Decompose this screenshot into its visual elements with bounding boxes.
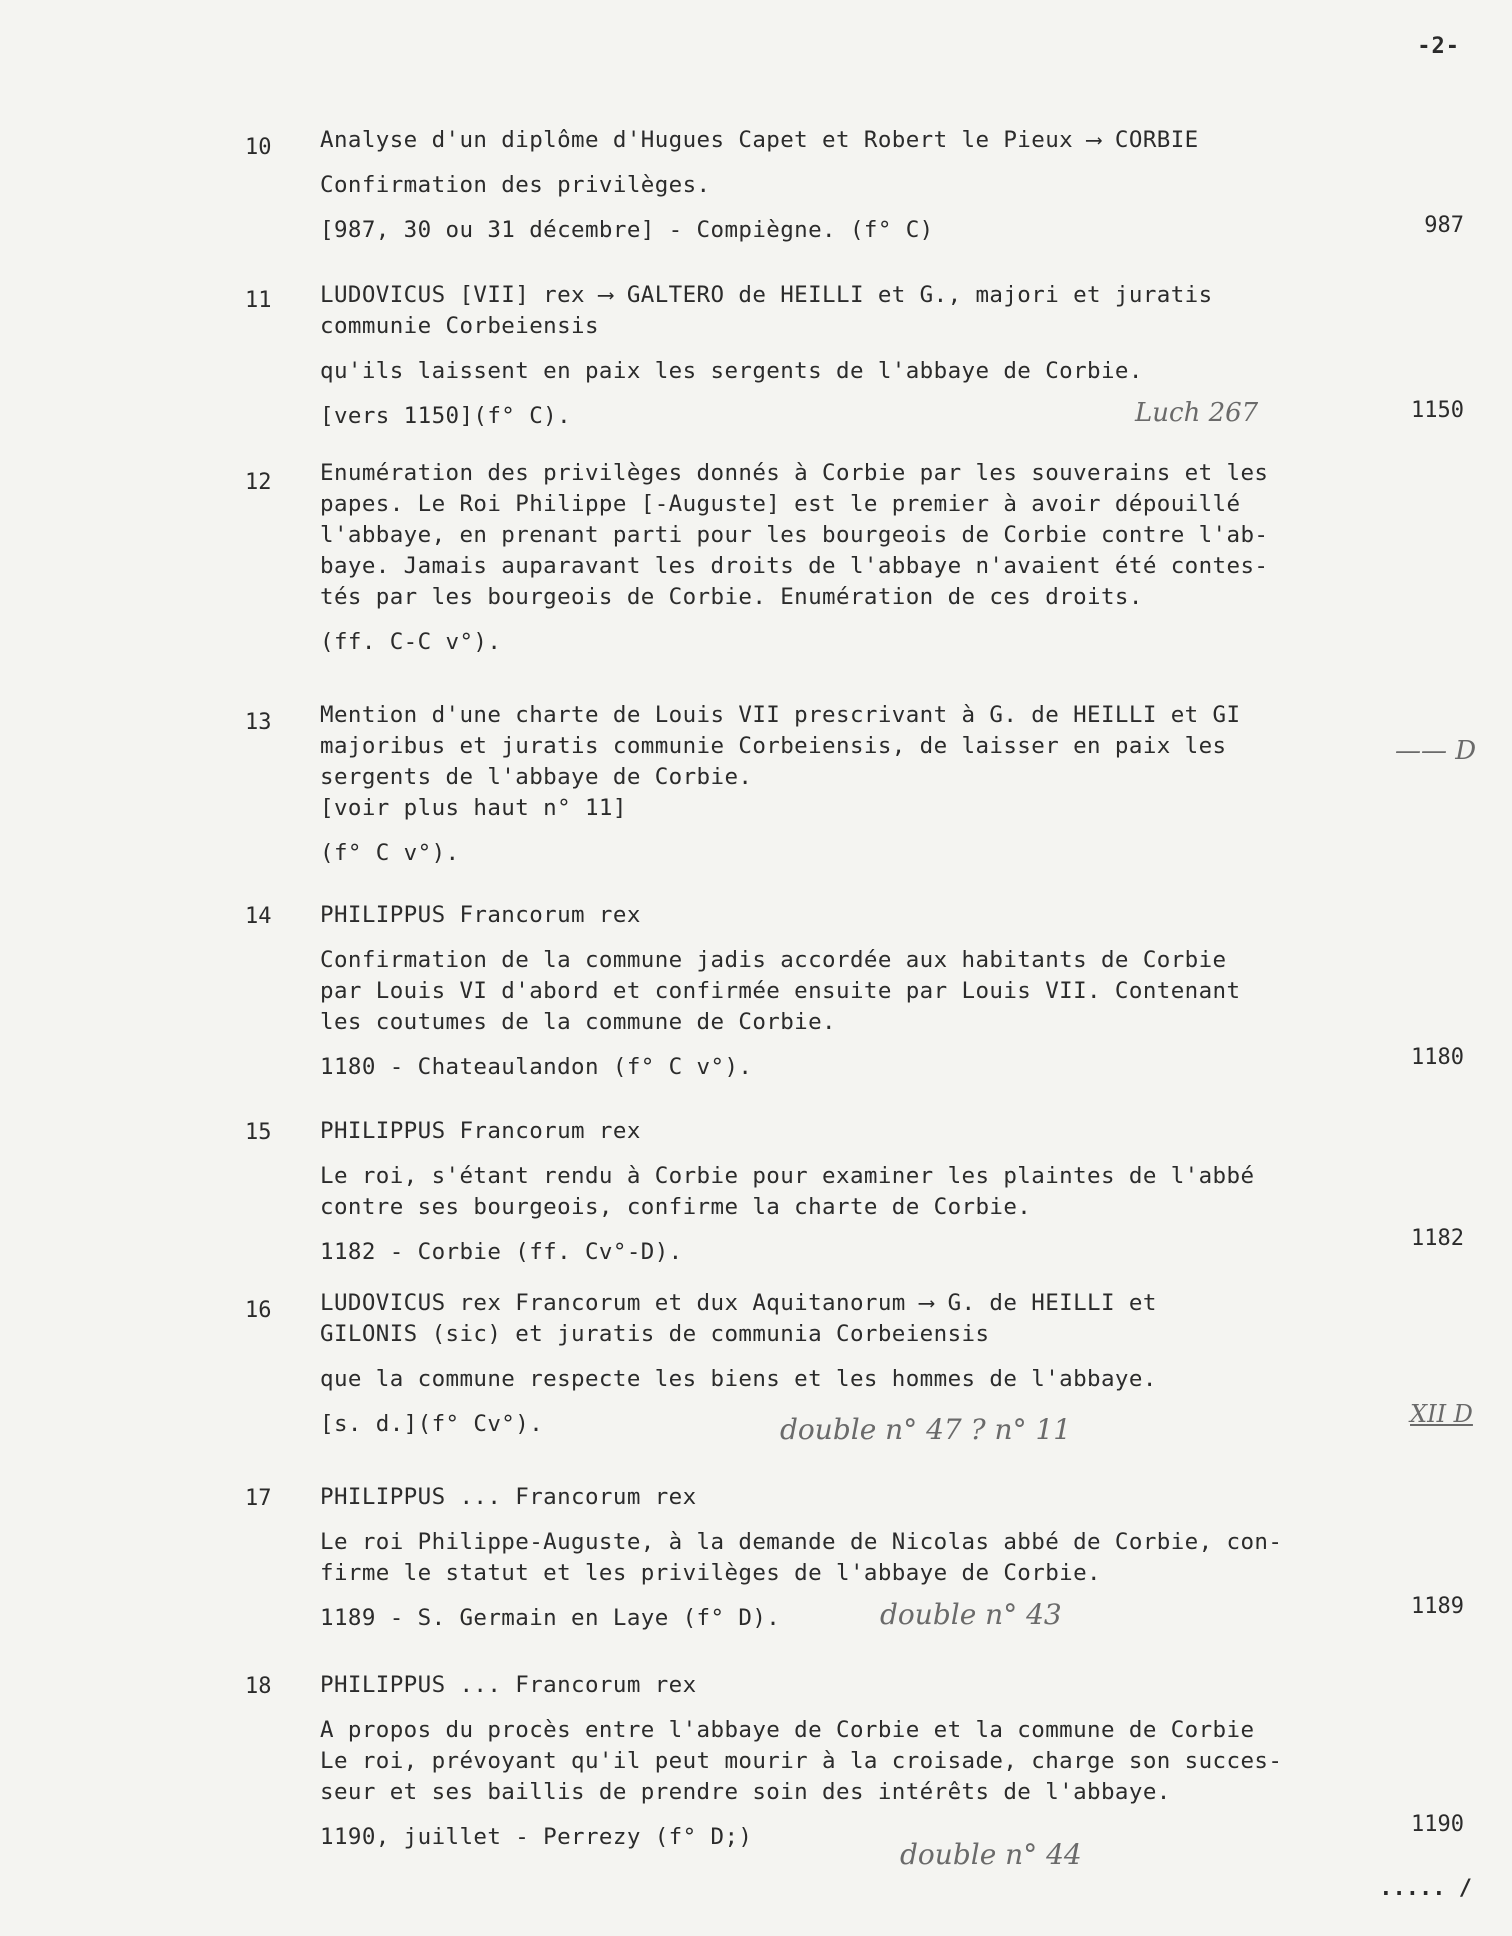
handwritten-note: double n° 43: [880, 1598, 1062, 1631]
entry-line: qu'ils laissent en paix les sergents de l'abbaye de Corbie.: [320, 358, 1143, 384]
entry-line: A propos du procès entre l'abbaye de Corbie et la commune de Corbie: [320, 1717, 1255, 1743]
entry-year: 1189: [1411, 1594, 1464, 1619]
entry-body: [320, 125, 1370, 246]
entry-line: [vers 1150](f° C).: [320, 403, 572, 429]
entry-line: PHILIPPUS Francorum rex: [320, 1118, 641, 1144]
entry-line: Le roi, s'étant rendu à Corbie pour examiner les plaintes de l'abbé: [320, 1163, 1255, 1189]
entry-line: communie Corbeiensis: [320, 313, 599, 339]
entry-year: 1182: [1411, 1226, 1464, 1251]
entry-number: 11: [245, 288, 272, 313]
entry-number: 10: [245, 135, 272, 160]
entry-line: [987, 30 ou 31 décembre] - Compiègne. (f° C): [320, 217, 934, 243]
handwritten-note: Luch 267: [1135, 398, 1259, 428]
entry-line: LUDOVICUS [VII] rex ⟶ GALTERO de HEILLI et G., majori et juratis: [320, 282, 1213, 308]
entry-line: 1190, juillet - Perrezy (f° D;): [320, 1824, 753, 1850]
handwritten-note: —— D: [1395, 736, 1477, 766]
entry-number: 12: [245, 470, 272, 495]
entry-body: [320, 900, 1370, 1083]
entry-number: 17: [245, 1486, 272, 1511]
entry-line: 1182 - Corbie (ff. Cv°-D).: [320, 1239, 683, 1265]
entry-line: 1189 - S. Germain en Laye (f° D).: [320, 1605, 781, 1631]
entry-year: 987: [1424, 213, 1464, 238]
entry-line: PHILIPPUS Francorum rex: [320, 902, 641, 928]
entry-line: [s. d.](f° Cv°).: [320, 1411, 544, 1437]
entry-line: par Louis VI d'abord et confirmée ensuite par Louis VII. Contenant: [320, 978, 1241, 1004]
entry-line: tés par les bourgeois de Corbie. Enumération de ces droits.: [320, 584, 1143, 610]
handwritten-note: double n° 47 ? n° 11: [780, 1413, 1072, 1446]
entry-body: [320, 700, 1370, 869]
handwritten-note: double n° 44: [900, 1838, 1082, 1871]
entry-line: Analyse d'un diplôme d'Hugues Capet et Robert le Pieux ⟶ CORBIE: [320, 127, 1199, 153]
entry-line: Enumération des privilèges donnés à Corbie par les souverains et les: [320, 460, 1269, 486]
entry-number: 18: [245, 1674, 272, 1699]
entry-line: PHILIPPUS ... Francorum rex: [320, 1484, 697, 1510]
handwritten-note: XII D: [1410, 1400, 1473, 1428]
entry-line: Le roi, prévoyant qu'il peut mourir à la croisade, charge son succes-: [320, 1748, 1283, 1774]
entry-line: 1180 - Chateaulandon (f° C v°).: [320, 1054, 753, 1080]
entry-body: [320, 1116, 1370, 1268]
entry-body: [320, 1670, 1370, 1853]
entry-line: [voir plus haut n° 11]: [320, 795, 627, 821]
entry-line: PHILIPPUS ... Francorum rex: [320, 1672, 697, 1698]
entry-line: GILONIS (sic) et juratis de communia Corbeiensis: [320, 1321, 990, 1347]
entry-line: l'abbaye, en prenant parti pour les bourgeois de Corbie contre l'ab-: [320, 522, 1269, 548]
entry-line: majoribus et juratis communie Corbeiensis, de laisser en paix les: [320, 733, 1227, 759]
entry-line: Mention d'une charte de Louis VII prescrivant à G. de HEILLI et GI: [320, 702, 1241, 728]
entry-line: sergents de l'abbaye de Corbie.: [320, 764, 753, 790]
entry-body: [320, 458, 1370, 658]
entry-number: 15: [245, 1120, 272, 1145]
entry-number: 16: [245, 1298, 272, 1323]
entry-year: 1150: [1411, 398, 1464, 423]
entry-line: (f° C v°).: [320, 840, 460, 866]
continuation-mark: ..... /: [1379, 1876, 1472, 1901]
entry-line: baye. Jamais auparavant les droits de l'abbaye n'avaient été contes-: [320, 553, 1269, 579]
entry-year: 1180: [1411, 1045, 1464, 1070]
entry-year: 1190: [1411, 1812, 1464, 1837]
entry-line: LUDOVICUS rex Francorum et dux Aquitanorum ⟶ G. de HEILLI et: [320, 1290, 1157, 1316]
entry-line: contre ses bourgeois, confirme la charte de Corbie.: [320, 1194, 1032, 1220]
entry-line: Confirmation de la commune jadis accordée aux habitants de Corbie: [320, 947, 1227, 973]
entry-number: 13: [245, 710, 272, 735]
entry-body: [320, 1482, 1370, 1634]
entry-line: Le roi Philippe-Auguste, à la demande de Nicolas abbé de Corbie, con-: [320, 1529, 1283, 1555]
entry-line: firme le statut et les privilèges de l'abbaye de Corbie.: [320, 1560, 1101, 1586]
entry-line: que la commune respecte les biens et les hommes de l'abbaye.: [320, 1366, 1157, 1392]
entry-number: 14: [245, 904, 272, 929]
page-number: -2-: [1417, 34, 1460, 59]
entry-line: les coutumes de la commune de Corbie.: [320, 1009, 837, 1035]
entry-line: Confirmation des privilèges.: [320, 172, 711, 198]
entry-line: papes. Le Roi Philippe [-Auguste] est le premier à avoir dépouillé: [320, 491, 1241, 517]
entry-line: seur et ses baillis de prendre soin des intérêts de l'abbaye.: [320, 1779, 1171, 1805]
entry-line: (ff. C-C v°).: [320, 629, 502, 655]
